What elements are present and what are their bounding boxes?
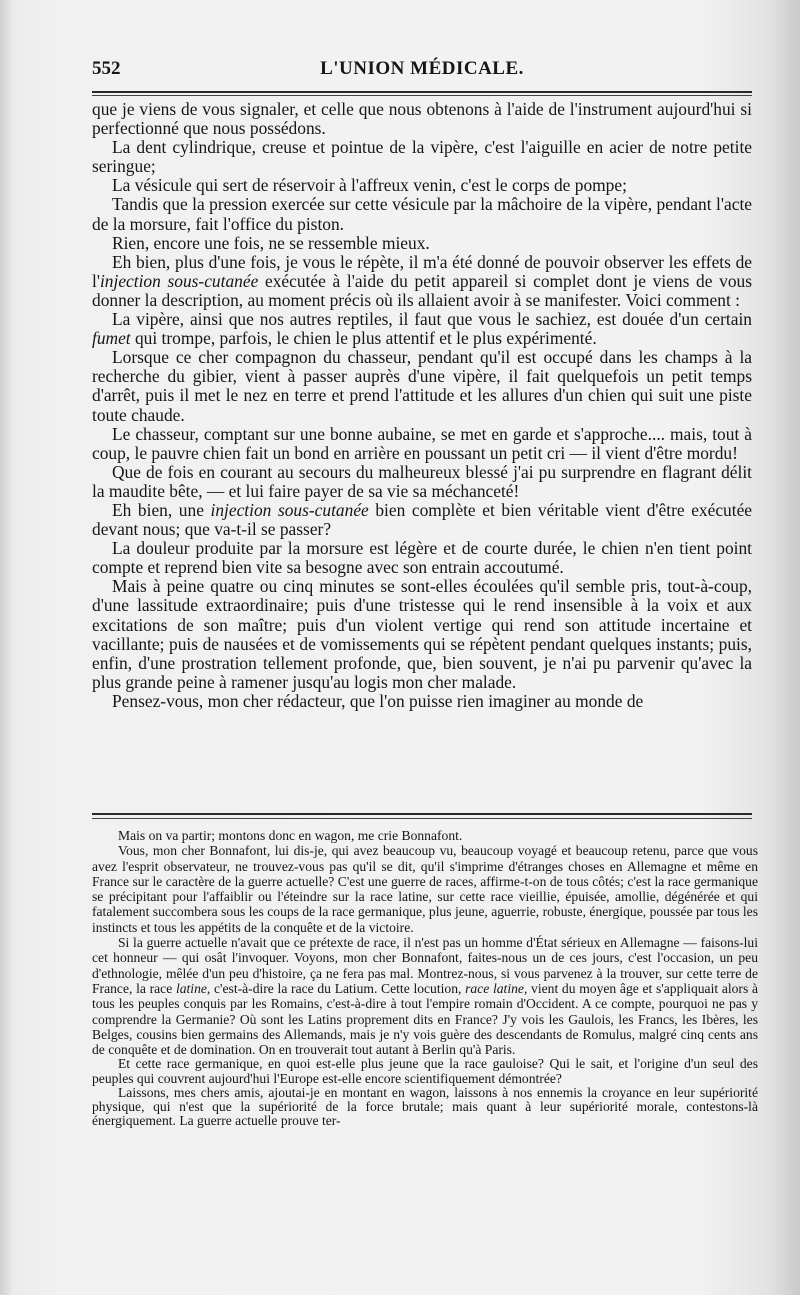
text-run: , vient du moyen âge et s'appliquait alors à tous les peuples conquis par les Romains, c'est-à-dire à tout l'empire romain d'Occident. A ce compte, pourquoi ne pas y comprendre la Germanie? Où sont les Latins proprement dits en France? J'y vois les Gaulois, les Francs, les Ibères, les Belges, cousins bien germains des Allemands, mais je n'y vois guère des descendants de Romulus, malgré cinq cents ans de conquête et de domination. On en trouverait tout autant à Berlin qu'à Paris. <box>92 980 758 1058</box>
footnote-rule-thin <box>92 818 752 819</box>
page-header <box>92 58 752 84</box>
footnote-column <box>92 828 758 1128</box>
text-run: Si la guerre actuelle n'avait que ce prétexte de race, il n'est pas un homme d'État sérieux en Allemagne — faisons-lui cet honneur — qui osât l'invoquer. Voyons, mon cher Bonnafont, faites-nous un de ces jours, c'est l'occasion, un peu d'ethnologie, mêlée d'un peu d'histoire, ça ne fera pas mal. Montrez-nous, si vous parvenez à la trouver, sur cette terre de France, la race <box>92 935 758 996</box>
paragraph: Mais à peine quatre ou cinq minutes se sont-elles écoulées qu'il semble pris, tout-à-coup, d'une lassitude extraordinaire; puis d'une tristesse qui le rend insensible à la voix et aux excitations de son maître; puis d'un violent vertige qui rend son attitude incertaine et vacillante; puis de nausées et de vomissements qui se répètent pendant quelques instants; puis, enfin, d'une prostration tellement profonde, que, bien souvent, je n'ai pu parvenir qu'avec la plus grande peine à ramener jusqu'au logis mon cher malade. <box>92 576 752 692</box>
footnote-paragraph: Et cette race germanique, en quoi est-elle plus jeune que la race gauloise? Qui le sait, et l'origine d'un seul des peuples qui couvrent aujourd'hui l'Europe est-elle encore scientifiquement démontrée? <box>92 1056 758 1086</box>
italic-term: race latine <box>465 980 524 996</box>
page-number: 552 <box>92 58 121 79</box>
paragraph <box>92 253 752 310</box>
paragraph <box>92 501 752 539</box>
italic-term: fumet <box>92 328 131 349</box>
main-text <box>92 100 752 711</box>
italic-term: injection sous-cutanée <box>210 499 369 520</box>
footnote-paragraph <box>92 935 758 1057</box>
paragraph: La dent cylindrique, creuse et pointue de la vipère, c'est l'aiguille en acier de notre petite seringue; <box>92 137 752 177</box>
running-title: L'UNION MÉDICALE. <box>320 58 524 79</box>
text-run: qui trompe, parfois, le chien le plus attentif et le plus expérimenté. <box>130 328 597 349</box>
italic-term: injection sous-cutanée <box>99 270 259 291</box>
text-run: La vipère, ainsi que nos autres reptiles, il faut que vous le sachiez, est douée d'un certain <box>112 309 752 330</box>
footnote-paragraph: Mais on va partir; montons donc en wagon, me crie Bonnafont. <box>118 828 463 843</box>
paragraph: Que de fois en courant au secours du malheureux blessé j'ai pu surprendre en flagrant délit la maudite bête, — et lui faire payer de sa vie sa méchanceté! <box>92 461 752 501</box>
text-run: exécutée à l'aide du petit appareil si complet dont je viens de vous donner la description, au moment précis où ils allaient avoir à se manifester. Voici comment : <box>92 270 752 310</box>
footnote-paragraph: Laissons, mes chers amis, ajoutai-je en montant en wagon, laissons à nos ennemis la croyance en leur supériorité physique, qui n'est que la supériorité de la force brutale; mais quant à leur supériorité morale, contestons-là énergiquement. La guerre actuelle prouve ter- <box>92 1084 758 1129</box>
header-rule <box>92 91 752 93</box>
paragraph: La douleur produite par la morsure est légère et de courte durée, le chien n'en tient point compte et reprend bien vite sa besogne avec son entrain accoutumé. <box>92 538 752 578</box>
paragraph: Rien, encore une fois, ne se ressemble mieux. <box>112 232 430 253</box>
paragraph: Le chasseur, comptant sur une bonne aubaine, se met en garde et s'approche.... mais, tout à coup, le pauvre chien fait un bond en arrière en poussant un petit cri — il vient d'être mordu! <box>92 423 752 463</box>
paragraph: Pensez-vous, mon cher rédacteur, que l'on puisse rien imaginer au monde de <box>112 690 644 711</box>
text-run: bien complète et bien véritable vient d'être exécutée devant nous; que va-t-il se passer? <box>92 499 753 540</box>
paragraph: La vésicule qui sert de réservoir à l'affreux venin, c'est le corps de pompe; <box>112 175 627 196</box>
text-run: Eh bien, plus d'une fois, je vous le répète, il m'a été donné de pouvoir observer les effets de l' <box>92 251 752 291</box>
footnote-rule <box>92 813 752 815</box>
header-rule-thin <box>92 95 752 96</box>
text-run: Eh bien, une <box>112 499 211 520</box>
italic-term: latine <box>175 980 207 996</box>
footnote-paragraph: Vous, mon cher Bonnafont, lui dis-je, qui avez beaucoup vu, beaucoup voyagé et beaucoup retenu, parce que vous avez l'esprit observateur, ne trouvez-vous pas qu'il se dit, qu'il s'imprime d'étranges choses en Allemagne et même en France sur le caractère de la guerre actuelle? C'est une guerre de races, affirme-t-on de tous côtés; c'est la race germanique se précipitant pour l'affaiblir ou l'éteindre sur la race latine, sur cette race vieillie, épuisée, amollie, dégénérée et qui fatalement succombera sous les coups de la race germanique, plus jeune, aguerrie, robuste, énergique, poussée par tous les instincts et tous les appétits de la conquête et de la victoire. <box>92 843 758 935</box>
paragraph <box>92 310 752 348</box>
paragraph: Tandis que la pression exercée sur cette vésicule par la mâchoire de la vipère, pendant l'acte de la morsure, fait l'office du piston. <box>92 194 752 234</box>
text-run: , c'est-à-dire la race du Latium. Cette locution, <box>206 980 466 996</box>
paragraph: Lorsque ce cher compagnon du chasseur, pendant qu'il est occupé dans les champs à la recherche du gibier, vient à passer auprès d'une vipère, il fait quelquefois un petit temps d'arrêt, puis il met le nez en terre et prend l'attitude et les allures d'un chien qui suit une piste toute chaude. <box>92 347 752 425</box>
paragraph: que je viens de vous signaler, et celle que nous obtenons à l'aide de l'instrument aujourd'hui si perfectionné que nous possédons. <box>92 99 752 139</box>
